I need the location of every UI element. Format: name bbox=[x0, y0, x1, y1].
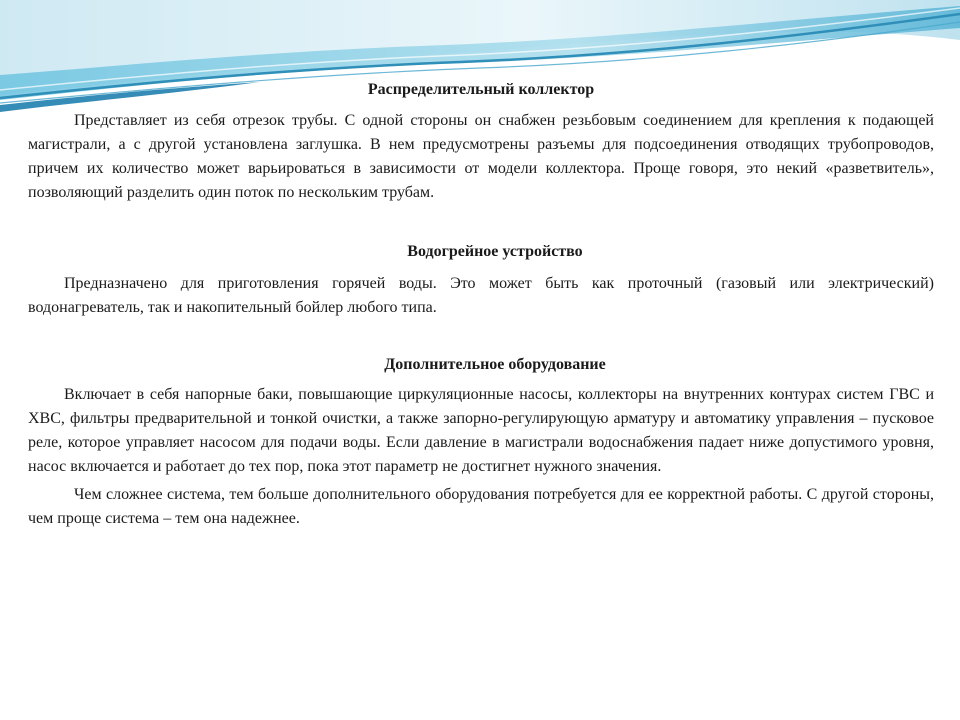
section-text-complexity-note: Чем сложнее система, тем больше дополнительного оборудования потребуется для ее корректной работы. С другой стороны, чем проще система – тем она надежнее. bbox=[28, 486, 934, 527]
section-title-additional-equipment: Дополнительное оборудование bbox=[384, 356, 606, 373]
section-text-additional-equipment: Включает в себя напорные баки, повышающие циркуляционные насосы, коллекторы на внутренних контурах систем ГВС и ХВС, фильтры предварительной и тонкой очистки, а также запорно-регулирующую арматуру и автоматику управления – пусковое реле, которое управляет насосом для подачи воды. Если давление в магистрали водоснабжения падает ниже допустимого уровня, насос включается и работает до тех пор, пока этот параметр не достигнет нужного значения. bbox=[28, 386, 934, 475]
section-title-collector: Распределительный коллектор bbox=[367, 81, 595, 98]
section-text-water-heater: Предназначено для приготовления горячей воды. Это может быть как проточный (газовый или электрический) водонагреватель, так и накопительный бойлер любого типа. bbox=[28, 275, 934, 316]
slide-content bbox=[28, 78, 934, 531]
section-title-water-heater: Водогрейное устройство bbox=[407, 243, 583, 260]
section-text-collector: Представляет из себя отрезок трубы. С одной стороны он снабжен резьбовым соединением для крепления к подающей магистрали, а с другой установлена заглушка. В нем предусмотрены разъемы для подсоединения отводящих трубопроводов, причем их количество может варьироваться в зависимости от модели коллектора. Проще говоря, это некий «разветвитель», позволяющий разделить один поток по нескольким трубам. bbox=[28, 112, 934, 201]
